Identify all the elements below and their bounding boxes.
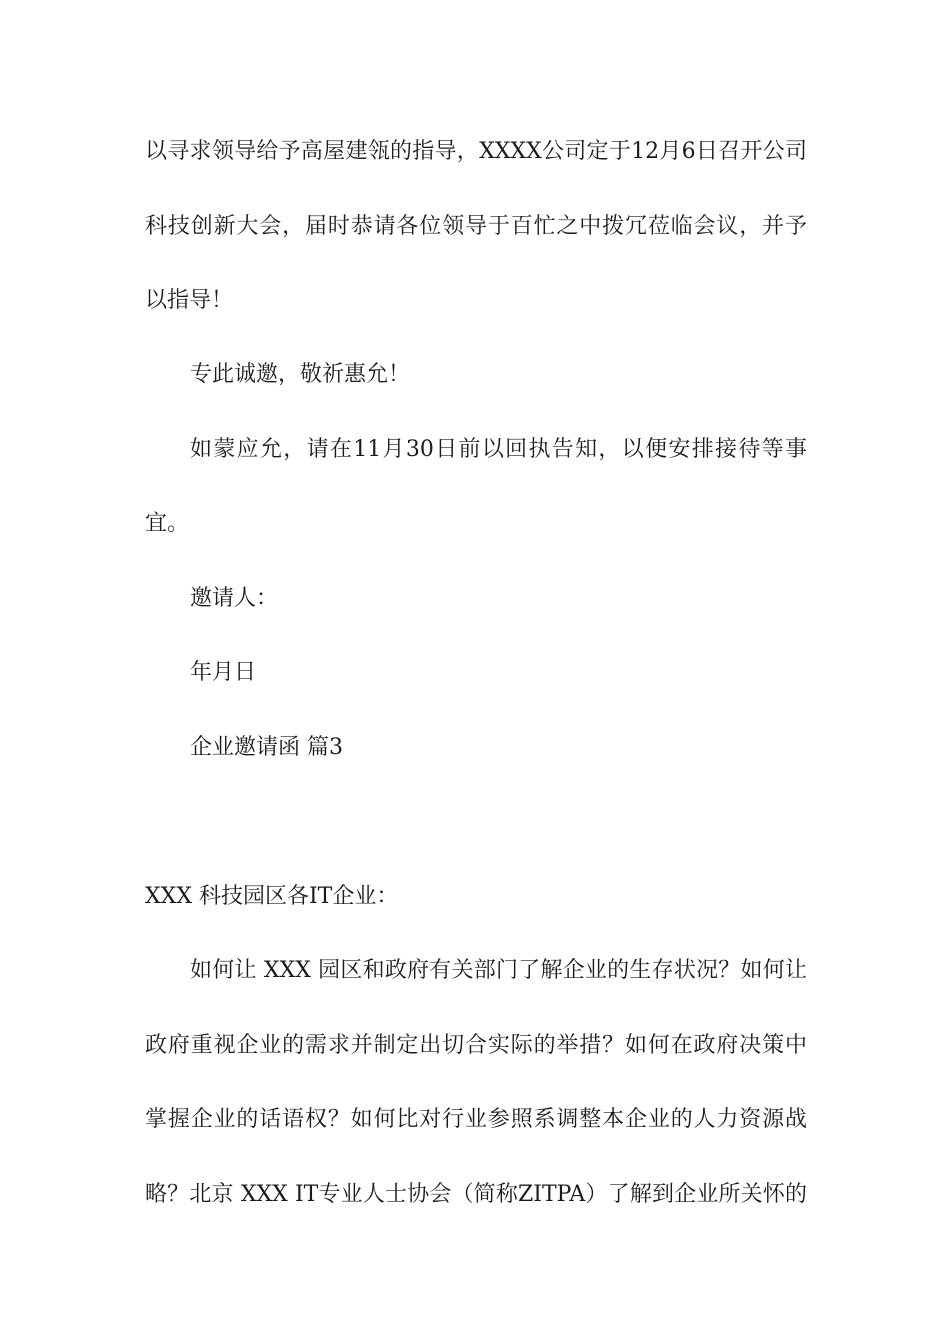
text-line-5: 如蒙应允，请在11月30日前以回执告知，以便安排接待等事 — [190, 437, 807, 462]
text-line-2: 科技创新大会，届时恭请各位领导于百忙之中拨冗莅临会议，并予 — [145, 214, 807, 239]
section-heading: 企业邀请函 篇3 — [190, 735, 343, 760]
date-label: 年月日 — [190, 660, 257, 685]
text-line-14: 略？北京 XXX IT专业人士协会（简称ZITPA）了解到企业所关怀的 — [145, 1182, 807, 1207]
text-line-12: 政府重视企业的需求并制定出切合实际的举措？如何在政府决策中 — [145, 1033, 807, 1058]
text-line-4: 专此诚邀，敬祈惠允！ — [190, 362, 411, 387]
inviter-label: 邀请人： — [190, 586, 279, 611]
salutation: XXX 科技园区各IT企业： — [145, 884, 399, 909]
text-line-3: 以指导！ — [145, 288, 234, 313]
text-line-11: 如何让 XXX 园区和政府有关部门了解企业的生存状况？如何让 — [190, 958, 807, 983]
text-line-1: 以寻求领导给予高屋建瓴的指导，XXXX公司定于12月6日召开公司 — [145, 139, 807, 164]
text-line-13: 掌握企业的话语权？如何比对行业参照系调整本企业的人力资源战 — [145, 1107, 807, 1132]
text-line-6: 宜。 — [145, 511, 190, 536]
